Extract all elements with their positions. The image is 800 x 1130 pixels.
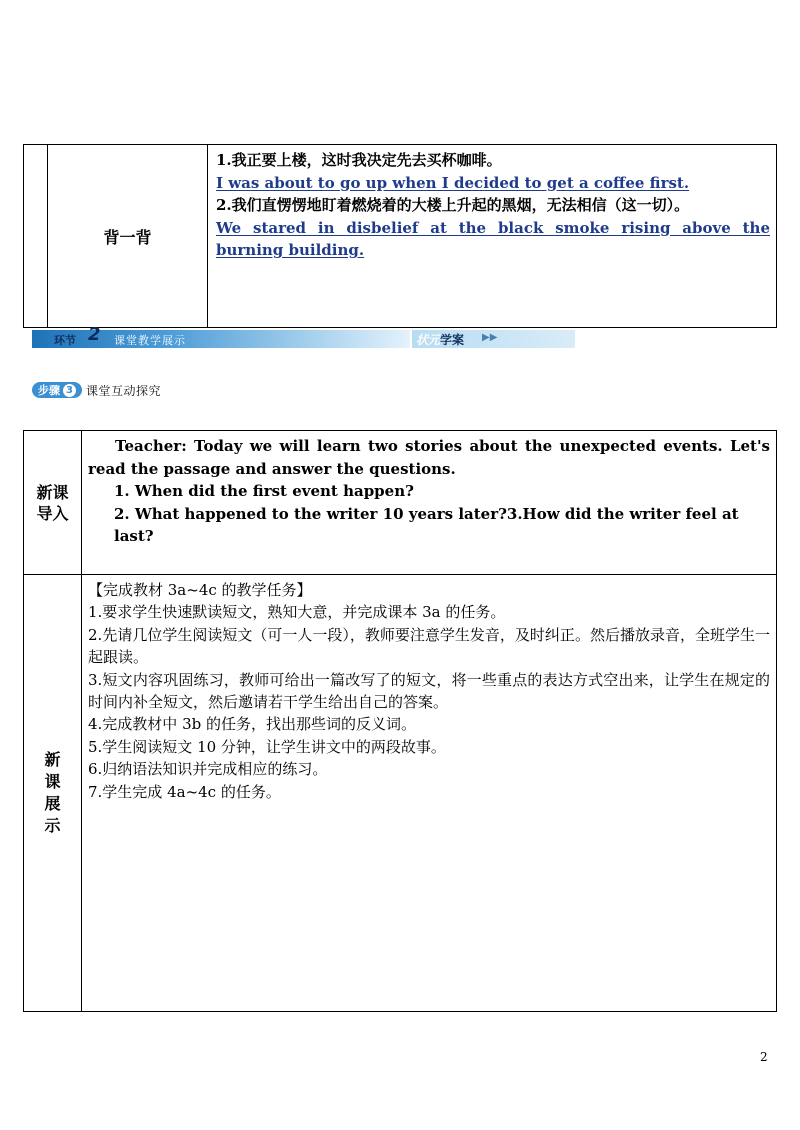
display-label-cell bbox=[24, 575, 82, 1011]
display-item-7: 7.学生完成 4a~4c 的任务。 bbox=[88, 782, 281, 801]
intro-teacher-text: Teacher: Today we will learn two stories about the unexpected events. Let's read the passage and answer the questions. bbox=[88, 437, 770, 478]
segment-label: 环节 bbox=[54, 334, 76, 347]
double-arrow-icon: ▶▶ bbox=[482, 332, 498, 343]
display-label: 新课展示 bbox=[44, 750, 61, 835]
step-heading bbox=[32, 382, 161, 398]
segment-number: 2 bbox=[88, 324, 101, 345]
intro-label-line2: 导入 bbox=[36, 503, 69, 523]
display-content bbox=[82, 575, 776, 1011]
sentence-zh-2: 2.我们直愣愣地盯着燃烧着的大楼上升起的黑烟，无法相信（这一切）。 bbox=[216, 196, 690, 214]
sentence-en-2: We stared in disbelief at the black smoke rising above the burning building. bbox=[216, 218, 770, 259]
display-item-6: 6.归纳语法知识并完成相应的练习。 bbox=[88, 760, 328, 779]
intro-question-1: 1. When did the first event happen? bbox=[114, 482, 414, 500]
step-prefix: 步骤 bbox=[38, 384, 60, 397]
display-item-3: 3.短文内容巩固练习，教师可给出一篇改写了的短文，将一些重点的表达方式空出来，让学生在规定的时间内补全短文，然后邀请若干学生给出自己的答案。 bbox=[88, 670, 770, 712]
memorize-label-cell bbox=[48, 145, 208, 327]
display-item-4: 4.完成教材中 3b 的任务，找出那些词的反义词。 bbox=[88, 715, 416, 734]
intro-question-2: 2. What happened to the writer 10 years later?3.How did the writer feel at last? bbox=[114, 504, 739, 545]
page-number: 2 bbox=[760, 1050, 768, 1064]
lesson-intro-row bbox=[24, 431, 776, 575]
section-banner bbox=[32, 324, 575, 348]
brand-prefix: 状元 bbox=[416, 333, 441, 347]
segment-title: 课堂教学展示 bbox=[114, 334, 186, 347]
step-number: 3 bbox=[63, 384, 76, 397]
memorize-content bbox=[208, 145, 776, 327]
memorize-table bbox=[23, 144, 777, 328]
brand-main: 学案 bbox=[440, 333, 465, 347]
step-pill bbox=[32, 382, 82, 398]
display-item-2: 2.先请几位学生阅读短文（可一人一段），教师要注意学生发音，及时纠正。然后播放录音，全班学生一起跟读。 bbox=[88, 625, 770, 667]
display-heading: 【完成教材 3a~4c 的教学任务】 bbox=[88, 581, 312, 599]
lesson-table bbox=[23, 430, 777, 1012]
brand-logo bbox=[416, 331, 464, 348]
intro-label-cell bbox=[24, 431, 82, 574]
sentence-en-1: I was about to go up when I decided to get a coffee first. bbox=[216, 173, 690, 192]
display-item-1: 1.要求学生快速默读短文，熟知大意，并完成课本 3a 的任务。 bbox=[88, 603, 506, 622]
intro-label-line1: 新课 bbox=[36, 482, 69, 502]
memorize-label: 背一背 bbox=[103, 227, 152, 247]
step-label: 课堂互动探究 bbox=[86, 383, 162, 398]
sentence-zh-1: 1.我正要上楼，这时我决定先去买杯咖啡。 bbox=[216, 151, 502, 169]
lesson-display-row bbox=[24, 575, 776, 1011]
blank-column bbox=[24, 145, 48, 327]
intro-content bbox=[82, 431, 776, 574]
display-item-5: 5.学生阅读短文 10 分钟，让学生讲文中的两段故事。 bbox=[88, 737, 446, 756]
